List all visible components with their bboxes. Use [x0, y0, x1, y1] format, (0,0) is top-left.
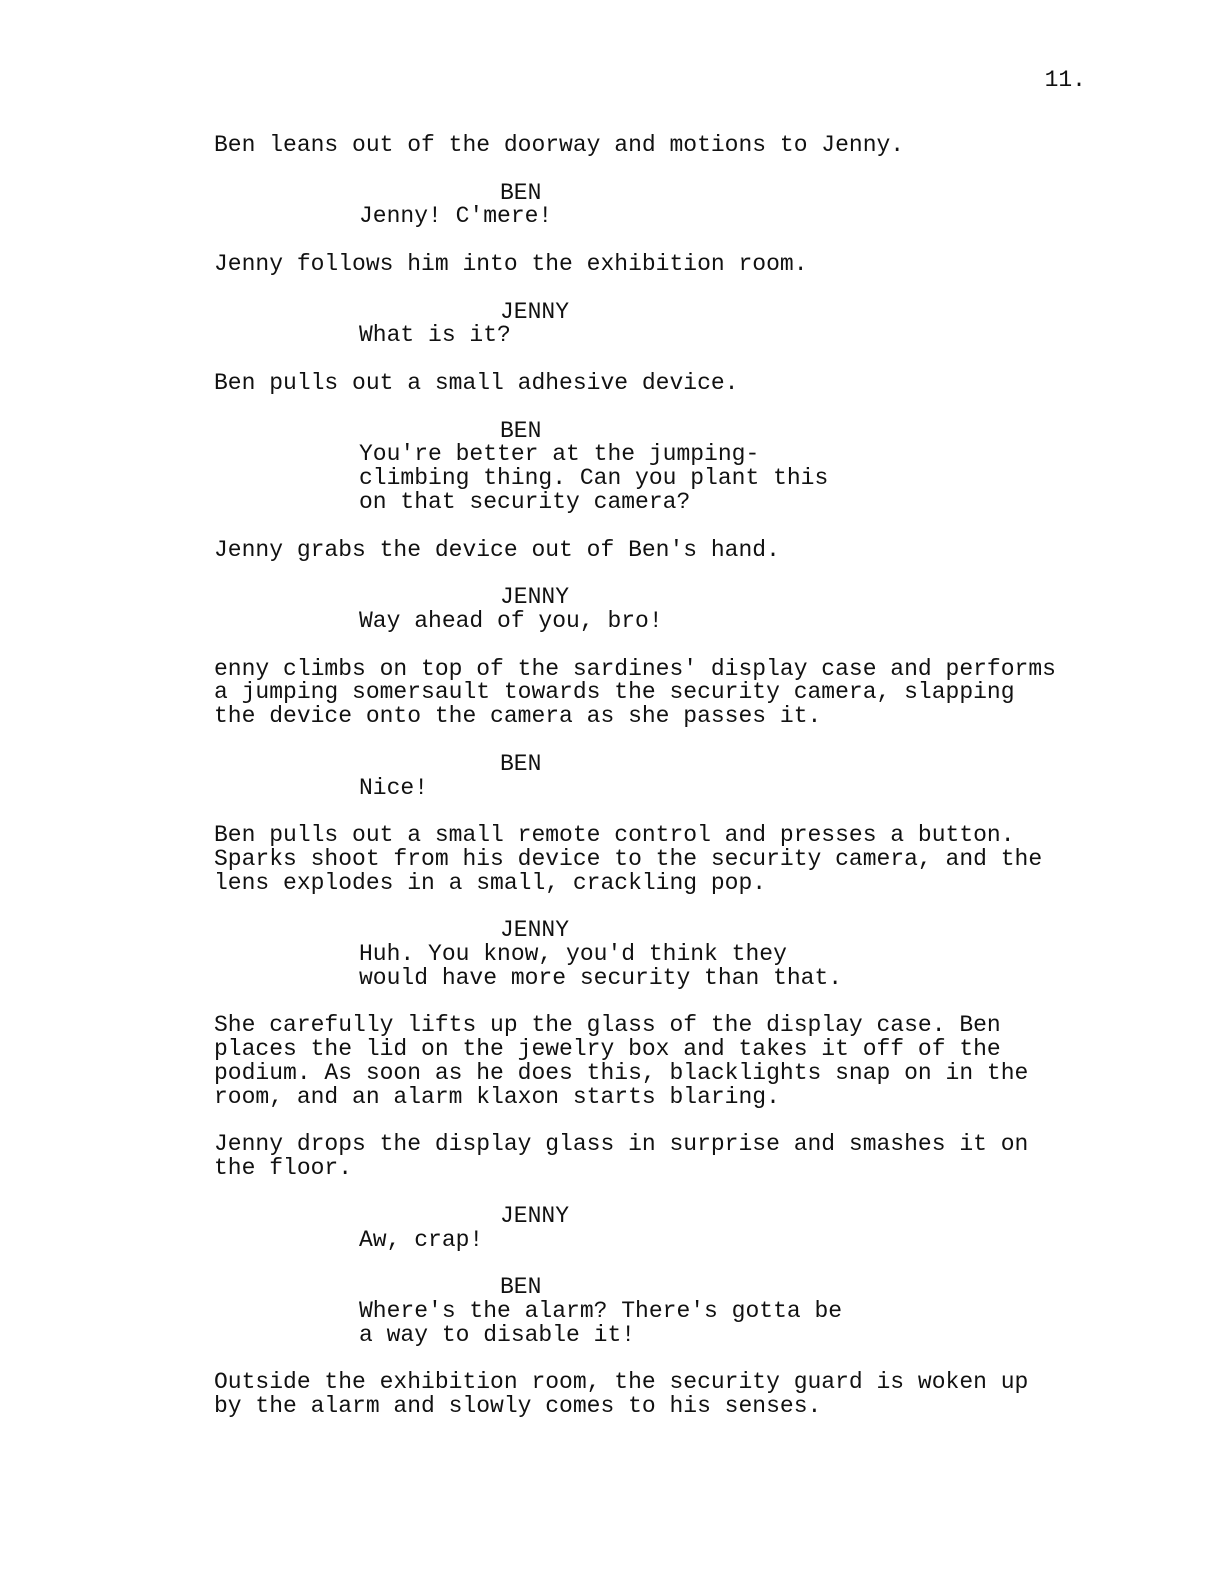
dialogue-block — [214, 774, 1094, 801]
action-block — [214, 369, 1094, 396]
character-cue — [214, 298, 1094, 325]
action-block — [214, 1133, 1094, 1181]
character-line: JENNY — [500, 298, 570, 325]
dialogue-line: Aw, crap! — [359, 1226, 484, 1253]
dialogue-block — [214, 943, 1094, 991]
character-cue — [214, 919, 1094, 943]
dialogue-line: a way to disable it! — [359, 1321, 636, 1348]
character-cue — [214, 417, 1094, 444]
action-block — [214, 1371, 1094, 1419]
dialogue-line: You're better at the jumping- — [359, 441, 760, 468]
blank-line — [214, 562, 1094, 586]
character-line: BEN — [500, 750, 542, 777]
action-line: Outside the exhibition room, the security guard is woken up — [214, 1369, 1029, 1396]
action-line: the device onto the camera as she passes it. — [214, 703, 822, 730]
dialogue-line: Jenny! C'mere! — [359, 203, 553, 230]
action-line: the floor. — [214, 1155, 353, 1182]
blank-line — [214, 515, 1094, 539]
action-line: Ben leans out of the doorway and motions to Jenny. — [214, 132, 905, 158]
blank-line — [214, 1348, 1094, 1372]
blank-line — [214, 800, 1094, 824]
blank-line — [214, 229, 1094, 253]
dialogue-line: What is it? — [359, 322, 511, 349]
character-line: BEN — [500, 1274, 542, 1301]
action-line: Jenny drops the display glass in surprise and smashes it on — [214, 1131, 1029, 1158]
dialogue-line: would have more security than that. — [359, 964, 843, 991]
blank-line — [214, 348, 1094, 372]
character-cue — [214, 750, 1094, 777]
dialogue-line: on that security camera? — [359, 488, 691, 515]
action-line: Jenny follows him into the exhibition room. — [214, 250, 808, 277]
action-line: Ben pulls out a small remote control and presses a button. — [214, 822, 1015, 849]
character-cue — [214, 1276, 1094, 1300]
character-cue — [214, 179, 1094, 206]
screenplay-body — [214, 134, 1094, 1419]
blank-line — [214, 1252, 1094, 1276]
dialogue-block — [214, 205, 1094, 229]
blank-line — [214, 729, 1094, 753]
action-block — [214, 655, 1094, 730]
dialogue-block — [214, 1300, 1094, 1348]
character-cue — [214, 1202, 1094, 1229]
action-line: enny climbs on top of the sardines' display case and performs — [214, 655, 1056, 682]
dialogue-block — [214, 324, 1094, 348]
action-line: Jenny grabs the device out of Ben's hand. — [214, 536, 780, 563]
action-line: by the alarm and slowly comes to his senses. — [214, 1393, 822, 1420]
action-line: She carefully lifts up the glass of the display case. Ben — [214, 1012, 1001, 1039]
page-number: 11. — [1044, 67, 1086, 93]
blank-line — [214, 1181, 1094, 1205]
blank-line — [214, 277, 1094, 301]
character-cue — [214, 586, 1094, 610]
character-line: BEN — [500, 417, 542, 444]
character-line: JENNY — [500, 1202, 570, 1229]
blank-line — [214, 896, 1094, 920]
action-line: Ben pulls out a small adhesive device. — [214, 369, 739, 396]
dialogue-block — [214, 607, 1094, 634]
character-line: BEN — [500, 179, 542, 206]
action-line: podium. As soon as he does this, blacklights snap on in the — [214, 1060, 1029, 1087]
action-block — [214, 536, 1094, 563]
action-block — [214, 134, 1094, 158]
dialogue-line: Huh. You know, you'd think they — [359, 941, 787, 968]
dialogue-line: Nice! — [359, 774, 429, 801]
action-block — [214, 1014, 1094, 1109]
action-block — [214, 824, 1094, 895]
character-line: JENNY — [500, 584, 570, 611]
action-line: lens explodes in a small, crackling pop. — [214, 869, 767, 896]
action-line: Sparks shoot from his device to the security camera, and the — [214, 845, 1043, 872]
blank-line — [214, 991, 1094, 1015]
blank-line — [214, 396, 1094, 420]
dialogue-line: Way ahead of you, bro! — [359, 607, 663, 634]
character-line: JENNY — [500, 917, 570, 944]
blank-line — [214, 1110, 1094, 1134]
dialogue-line: climbing thing. Can you plant this — [359, 465, 829, 492]
action-line: room, and an alarm klaxon starts blaring. — [214, 1083, 780, 1110]
action-line: a jumping somersault towards the security camera, slapping — [214, 679, 1015, 706]
dialogue-block — [214, 1226, 1094, 1253]
dialogue-block — [214, 443, 1094, 514]
blank-line — [214, 634, 1094, 658]
dialogue-line: Where's the alarm? There's gotta be — [359, 1298, 843, 1325]
blank-line — [214, 158, 1094, 182]
action-line: places the lid on the jewelry box and takes it off of the — [214, 1036, 1001, 1063]
action-block — [214, 250, 1094, 277]
